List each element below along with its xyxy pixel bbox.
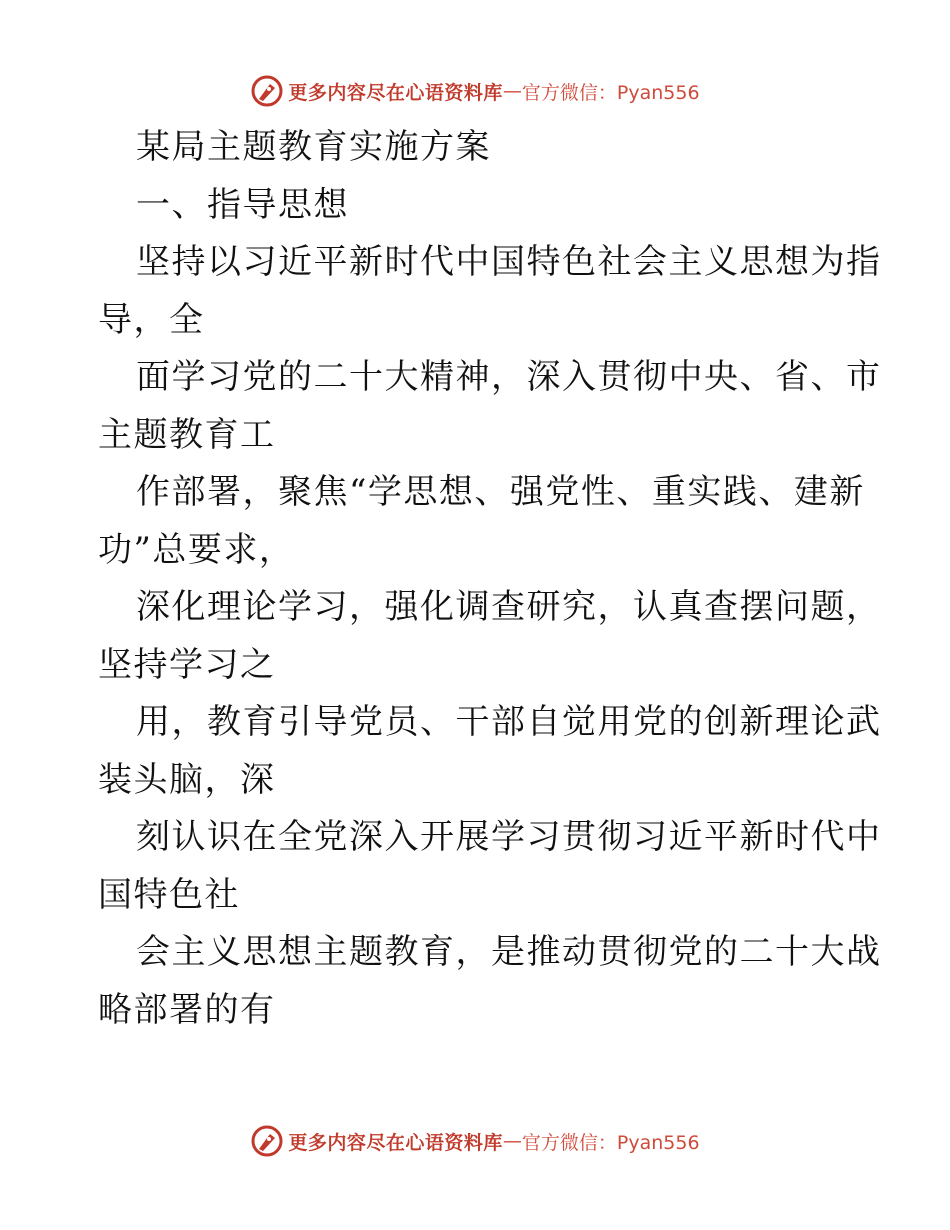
paragraph-line: 作部署，聚焦“学思想、强党性、重实践、建新 bbox=[136, 472, 865, 512]
paragraph-line: 刻认识在全党深入开展学习贯彻习近平新时代中 bbox=[136, 817, 882, 857]
footer-watermark-banner bbox=[0, 1121, 950, 1161]
paragraph-line: 装头脑，深 bbox=[98, 759, 276, 800]
paragraph-line: 深化理论学习，强化调查研究，认真查摆问题， bbox=[136, 587, 882, 627]
pen-nib-logo-icon bbox=[250, 74, 284, 108]
watermark-sub-text: 官方微信：Pyan556 bbox=[521, 1131, 700, 1154]
paragraph-line: 坚持以习近平新时代中国特色社会主义思想为指 bbox=[136, 242, 882, 282]
header-watermark-banner bbox=[0, 71, 950, 111]
paragraph-line: 略部署的有 bbox=[98, 989, 276, 1030]
section-heading: 一、指导思想 bbox=[136, 184, 349, 225]
paragraph-line: 会主义思想主题教育，是推动贯彻党的二十大战 bbox=[136, 932, 882, 972]
watermark-main-text: 更多内容尽在心语资料库 bbox=[288, 81, 503, 104]
paragraph-line: 坚持学习之 bbox=[98, 644, 276, 685]
paragraph-line: 用，教育引导党员、干部自觉用党的创新理论武 bbox=[136, 702, 882, 742]
pen-nib-logo-icon bbox=[250, 1124, 284, 1158]
watermark-separator: — bbox=[502, 1130, 522, 1152]
watermark-sub-text: 官方微信：Pyan556 bbox=[521, 81, 700, 104]
document-body bbox=[98, 119, 882, 1039]
watermark-main-text: 更多内容尽在心语资料库 bbox=[288, 1131, 503, 1154]
paragraph-line: 国特色社 bbox=[98, 874, 240, 915]
watermark-separator: — bbox=[502, 80, 522, 102]
document-title: 某局主题教育实施方案 bbox=[136, 127, 491, 167]
paragraph-line: 主题教育工 bbox=[98, 414, 276, 455]
paragraph-line: 导，全 bbox=[98, 299, 205, 340]
paragraph-line: 功”总要求， bbox=[98, 529, 295, 570]
paragraph-line: 面学习党的二十大精神，深入贯彻中央、省、市 bbox=[136, 357, 882, 397]
